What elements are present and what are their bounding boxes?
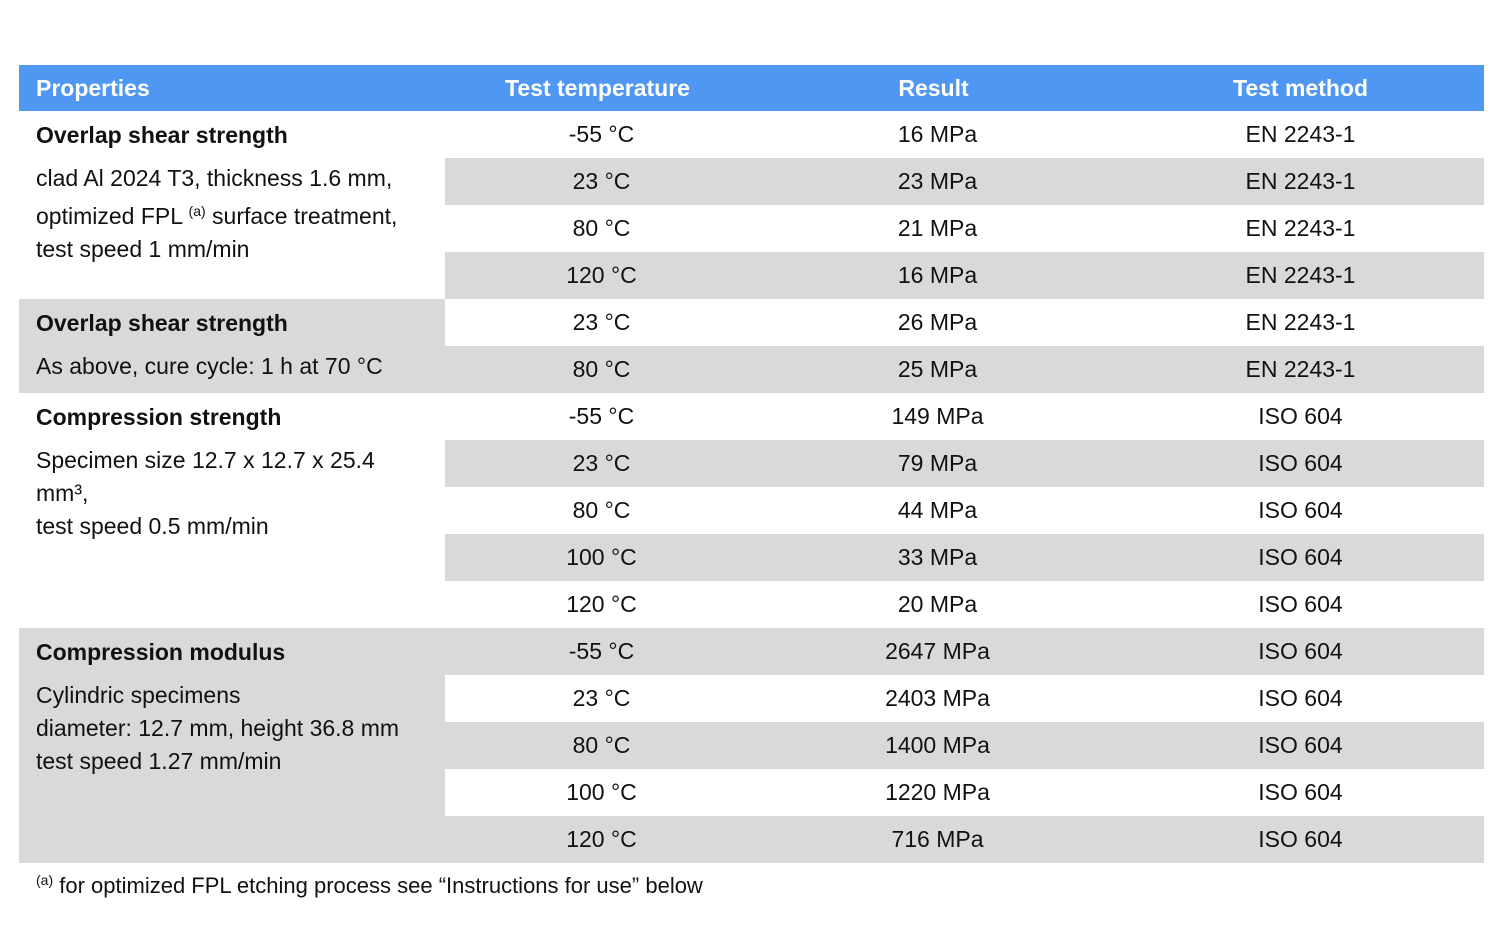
cell-method: EN 2243-1: [1245, 215, 1356, 241]
cell-method: EN 2243-1: [1245, 121, 1356, 147]
cell-temperature: 23 °C: [572, 450, 631, 476]
table-row: [445, 816, 1484, 863]
cell-result: 33 MPa: [897, 544, 978, 570]
cell-result: 21 MPa: [897, 215, 978, 241]
cell-method: EN 2243-1: [1245, 356, 1356, 382]
group-rows: [445, 628, 1484, 863]
property-group-compression-strength: [19, 393, 1484, 628]
cell-temperature: -55 °C: [568, 121, 635, 147]
cell-method: ISO 604: [1258, 638, 1343, 664]
property-description: Cylindric specimens diameter: 12.7 mm, height 36.8 mm test speed 1.27 mm/min: [36, 682, 400, 774]
cell-temperature: -55 °C: [568, 403, 635, 429]
property-title: Overlap shear strength: [36, 310, 288, 336]
group-rows: [445, 111, 1484, 299]
cell-result: 2403 MPa: [885, 685, 990, 711]
cell-method: ISO 604: [1258, 826, 1343, 852]
cell-temperature: 100 °C: [566, 779, 637, 805]
property-group-overlap-shear: [19, 111, 1484, 299]
cell-method: EN 2243-1: [1245, 262, 1356, 288]
footnote-ref: (a): [188, 203, 206, 219]
property-group-compression-modulus: [19, 628, 1484, 863]
footnote-text: for optimized FPL etching process see “Instructions for use” below: [53, 873, 703, 898]
table-row: [445, 440, 1484, 487]
table-row: [445, 581, 1484, 628]
property-title: Compression strength: [36, 404, 282, 430]
cell-temperature: 23 °C: [572, 685, 631, 711]
cell-temperature: 80 °C: [572, 497, 631, 523]
table-row: [445, 722, 1484, 769]
property-description: As above, cure cycle: 1 h at 70 °C: [36, 353, 383, 379]
property-cell: [19, 393, 445, 628]
group-rows: [445, 299, 1484, 393]
table-row: [445, 628, 1484, 675]
property-description-part: clad Al 2024 T3, thickness 1.6 mm, optimized FPL: [36, 165, 393, 229]
cell-temperature: 120 °C: [566, 591, 637, 617]
cell-temperature: -55 °C: [568, 638, 635, 664]
table-row: [445, 252, 1484, 299]
table-header: [19, 65, 1484, 111]
cell-temperature: 23 °C: [572, 168, 631, 194]
header-test-method: Test method: [1232, 74, 1369, 101]
cell-result: 26 MPa: [897, 309, 978, 335]
table-row: [445, 534, 1484, 581]
cell-result: 1220 MPa: [885, 779, 990, 805]
cell-result: 25 MPa: [897, 356, 978, 382]
cell-temperature: 120 °C: [566, 826, 637, 852]
cell-temperature: 80 °C: [572, 732, 631, 758]
footnote-marker: (a): [36, 872, 54, 888]
cell-result: 716 MPa: [891, 826, 984, 852]
cell-result: 1400 MPa: [885, 732, 990, 758]
cell-method: ISO 604: [1258, 403, 1343, 429]
cell-temperature: 100 °C: [566, 544, 637, 570]
cell-temperature: 80 °C: [572, 215, 631, 241]
cell-result: 149 MPa: [891, 403, 984, 429]
property-cell: [19, 628, 445, 863]
cell-result: 23 MPa: [897, 168, 978, 194]
cell-method: ISO 604: [1258, 591, 1343, 617]
property-cell: [19, 111, 445, 299]
table-row: [445, 205, 1484, 252]
property-description: Specimen size 12.7 x 12.7 x 25.4 mm³, test speed 0.5 mm/min: [36, 447, 375, 539]
property-title: Compression modulus: [36, 639, 286, 665]
table-row: [445, 299, 1484, 346]
table-row: [445, 675, 1484, 722]
cell-method: ISO 604: [1258, 732, 1343, 758]
header-test-temperature: Test temperature: [505, 74, 690, 101]
table-row: [445, 487, 1484, 534]
footnote: [36, 872, 703, 899]
cell-method: ISO 604: [1258, 685, 1343, 711]
header-properties: Properties: [36, 74, 150, 101]
property-description-part: surface treatment, test speed 1 mm/min: [36, 203, 398, 262]
header-result: Result: [898, 74, 969, 101]
group-rows: [445, 393, 1484, 628]
property-cell: [19, 299, 445, 393]
table-row: [445, 393, 1484, 440]
table-row: [445, 158, 1484, 205]
cell-result: 44 MPa: [897, 497, 978, 523]
cell-method: ISO 604: [1258, 779, 1343, 805]
property-description: [36, 162, 428, 266]
cell-temperature: 23 °C: [572, 309, 631, 335]
cell-temperature: 80 °C: [572, 356, 631, 382]
cell-method: ISO 604: [1258, 450, 1343, 476]
table-row: [445, 111, 1484, 158]
table-row: [445, 346, 1484, 393]
table-row: [445, 769, 1484, 816]
cell-result: 79 MPa: [897, 450, 978, 476]
cell-result: 20 MPa: [897, 591, 978, 617]
cell-method: EN 2243-1: [1245, 168, 1356, 194]
cell-method: ISO 604: [1258, 497, 1343, 523]
property-title: Overlap shear strength: [36, 122, 288, 148]
property-group-overlap-shear-cure: [19, 299, 1484, 393]
properties-table: [19, 65, 1484, 863]
cell-temperature: 120 °C: [566, 262, 637, 288]
cell-result: 2647 MPa: [885, 638, 990, 664]
cell-result: 16 MPa: [897, 262, 978, 288]
cell-result: 16 MPa: [897, 121, 978, 147]
cell-method: ISO 604: [1258, 544, 1343, 570]
cell-method: EN 2243-1: [1245, 309, 1356, 335]
